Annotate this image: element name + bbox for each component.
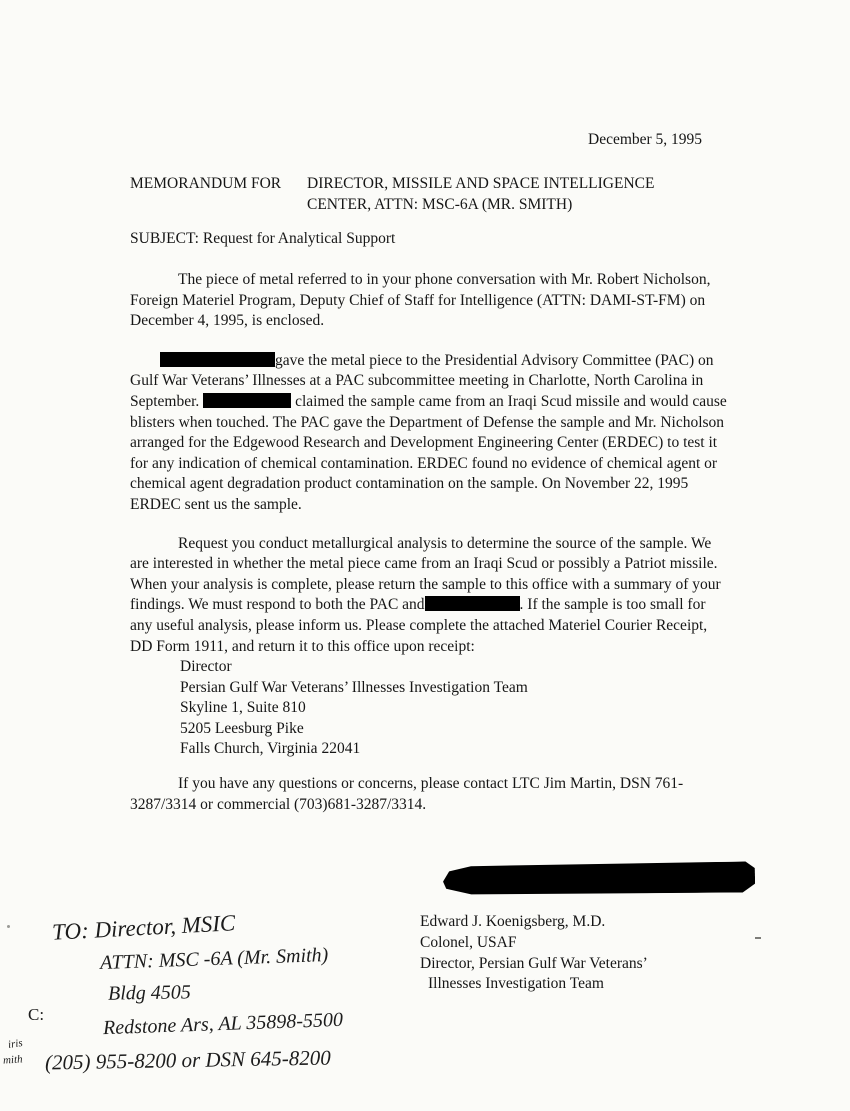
handwritten-to-line: TO: Director, MSIC: [51, 910, 236, 945]
address-line: Persian Gulf War Veterans’ Illnesses Investigation Team: [180, 678, 528, 696]
memo-body: [130, 270, 731, 834]
redaction-bar-2: [203, 393, 291, 408]
date-line: December 5, 1995: [588, 131, 703, 148]
signer-title-line1: Director, Persian Gulf War Veterans’: [420, 954, 648, 972]
scan-artifact-dot: [7, 925, 10, 928]
redaction-bar-1: [160, 352, 275, 367]
memo-recipient: [307, 174, 654, 216]
scan-artifact-dash: [755, 937, 761, 939]
handwritten-margin-note-2: mith: [2, 1053, 23, 1067]
memo-recipient-line2: CENTER, ATTN: MSC-6A (MR. SMITH): [307, 195, 573, 213]
return-address-block: [180, 657, 731, 760]
signature-redaction-bar: [443, 861, 755, 895]
handwritten-margin-note-1: iris: [7, 1037, 24, 1051]
handwritten-address-line: Redstone Ars, AL 35898-5500: [102, 1008, 344, 1040]
address-line: Director: [180, 658, 232, 676]
address-line: Falls Church, Virginia 22041: [180, 740, 361, 758]
body-paragraph-2: gave the metal piece to the Presidential Advisory Committee (PAC) on Gulf War Veterans’ Illnesses at a PAC subcommittee meeting in Charlotte, North Carolina in September. claimed the sample came from an Iraqi Scud missile and would cause blisters when touched. The PAC gave the Department of Defense the sample and Mr. Nicholson arranged for the Edgewood Research and Development Engineering Center (ERDEC) to test it for any indication of chemical contamination. ERDEC found no evidence of chemical agent or chemical agent degradation product contamination on the sample. On November 22, 1995 ERDEC sent us the sample.: [130, 351, 727, 513]
memo-for-label: MEMORANDUM FOR: [130, 175, 282, 192]
body-paragraph-3: Request you conduct metallurgical analysis to determine the source of the sample. We are interested in whether the metal piece came from an Iraqi Scud or possibly a Patriot missile. When your analysis is complete, please return the sample to this office with a summary of your findings. We must respond to both the PAC and . If the sample is too small for any useful analysis, please inform us. Please complete the attached Materiel Courier Receipt, DD Form 1911, and return it to this office upon receipt:: [130, 534, 721, 655]
handwritten-building-line: Bldg 4505: [107, 981, 191, 1005]
signer-name: Edward J. Koenigsberg, M.D.: [420, 913, 606, 930]
body-paragraph-1: The piece of metal referred to in your phone conversation with Mr. Robert Nicholson, Foreign Materiel Program, Deputy Chief of Staff for Intelligence (ATTN: DAMI-ST-FM) on December 4, 1995, is enclosed.: [130, 271, 711, 330]
subject-line: SUBJECT: Request for Analytical Support: [130, 230, 396, 247]
signer-rank: Colonel, USAF: [420, 933, 517, 951]
memo-recipient-line1: DIRECTOR, MISSILE AND SPACE INTELLIGENCE: [307, 175, 655, 192]
memo-heading: [130, 174, 654, 216]
handwritten-c-label: C:: [28, 1005, 45, 1024]
address-line: Skyline 1, Suite 810: [180, 699, 306, 717]
address-line: 5205 Leesburg Pike: [180, 719, 304, 737]
redaction-bar-3: [425, 596, 520, 611]
handwritten-phone-line: (205) 955-8200 or DSN 645-8200: [44, 1045, 332, 1075]
signer-title-line2: Illnesses Investigation Team: [428, 975, 604, 993]
signature-block: [420, 912, 648, 995]
handwritten-attn-line: ATTN: MSC -6A (Mr. Smith): [99, 944, 329, 974]
body-paragraph-4: If you have any questions or concerns, please contact LTC Jim Martin, DSN 761-3287/3314 or commercial (703)681-3287/3314.: [130, 775, 684, 813]
